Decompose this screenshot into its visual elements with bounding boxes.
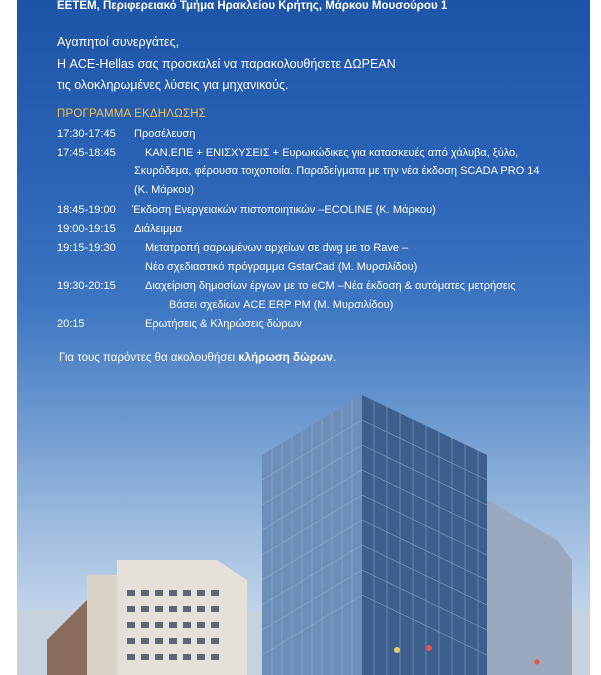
traffic-light	[535, 660, 540, 665]
venue-address: ΕΕΤΕΜ, Περιφερειακό Τμήμα Ηρακλείου Κρήτης, Μάρκου Μουσούρου 1	[57, 0, 448, 12]
right-building	[487, 500, 572, 675]
schedule-time: 18:45-19:00	[57, 204, 116, 216]
event-invitation-poster	[17, 0, 590, 675]
program-title: ΠΡΟΓΡΑΜΜΑ ΕΚΔΗΛΩΣΗΣ	[57, 108, 207, 120]
intro-line-1: Η ACE-Hellas σας προσκαλεί να παρακολουθήσετε ΔΩΡΕΑΝ	[57, 57, 396, 71]
raffle-note-end: .	[332, 352, 337, 364]
schedule-description: (Κ. Μάρκου)	[134, 184, 195, 196]
schedule-description: ΚΑΝ.ΕΠΕ + ΕΝΙΣΧΥΣΕΙΣ + Ευρωκώδικες για κατασκευές από χάλυβα, ξύλο,	[145, 147, 519, 159]
schedule-time: 19:30-20:15	[57, 280, 116, 292]
raffle-note-emphasis: κλήρωση δώρων	[238, 352, 333, 364]
intro-line-2: τις ολοκληρωμένες λύσεις για μηχανικούς.	[57, 78, 289, 92]
schedule-description: Διάλειμμα	[134, 223, 183, 235]
schedule-description: Σκυρόδεμα, φέρουσα τοιχοποιία. Παραδείγματα με την νέα έκδοση SCADA PRO 14	[134, 165, 540, 177]
schedule-description: Διαχείριση δημοσίων έργων με το eCM –Νέα έκδοση & αυτόματες μετρήσεις	[145, 280, 516, 292]
schedule-description: Μετατροπή σαρωμένων αρχείων σε dwg με το Rave –	[145, 242, 409, 254]
schedule-description: Ερωτήσεις & Κληρώσεις δώρων	[145, 318, 302, 330]
building-illustration	[17, 0, 590, 675]
schedule-description: Προσέλευση	[134, 128, 196, 140]
schedule-time: 19:00-19:15	[57, 223, 116, 235]
greeting: Αγαπητοί συνεργάτες,	[57, 35, 180, 49]
traffic-light	[426, 645, 432, 651]
raffle-note-text: Για τους παρόντες θα ακολουθήσει	[59, 352, 239, 364]
schedule-description: Έκδοση Ενεργειακών πιστοποιητικών –ECOLINE (Κ. Μάρκου)	[132, 204, 436, 216]
schedule-description: Βάσει σχεδίων ACE ERP PM (Μ. Μυρσιλίδου)	[169, 299, 394, 311]
left-white-building	[117, 560, 247, 675]
schedule-time: 19:15-19:30	[57, 242, 116, 254]
schedule-time: 20:15	[57, 318, 85, 330]
schedule-time: 17:30-17:45	[57, 128, 116, 140]
schedule-time: 17:45-18:45	[57, 147, 116, 159]
street-light	[394, 647, 400, 653]
tower-right-face	[362, 395, 487, 675]
schedule-description: Νέο σχεδιαστικό πρόγραμμα GstarCad (Μ. Μυρσιλίδου)	[145, 261, 418, 273]
raffle-note	[59, 352, 336, 364]
